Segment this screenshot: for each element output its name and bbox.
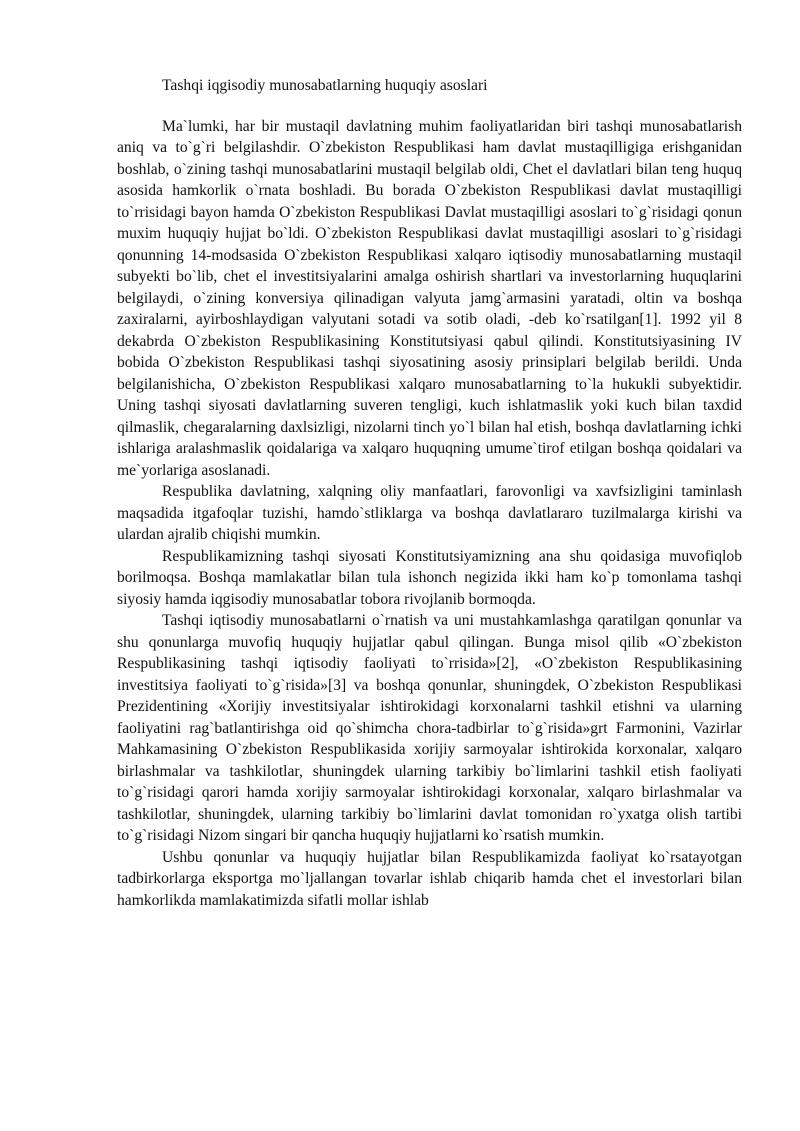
paragraph-1: Ma`lumki, har bir mustaqil davlatning muhim faoliyatlaridan biri tashqi munosabatlarish aniq va to`g`ri belgilashdir. O`zbekiston Respublikasi ham davlat mustaqilligiga erishganidan boshlab, o`zining tashqi munosabatlarini mustaqil belgilab oldi, Chet el davlatlari bilan teng huquq asosida hamkorlik o`rnata boshladi. Bu borada O`zbekiston Respublikasi davlat mustaqilligi to`rrisidagi bayon hamda O`zbekiston Respublikasi Davlat mustaqilligi asoslari to`g`risidagi qonun muxim huquqiy hujjat bo`ldi. O`zbekiston Respublikasi davlat mustaqilligi asoslari to`g`risidagi qonunning 14-modsasida O`zbekiston Respublikasi xalqaro iqtisodiy munosabatlarning mustaqil subyekti bo`lib, chet el investitsiyalarini amalga oshirish shartlari va investorlarning huquqlarini belgilaydi, o`zining konversiya qilinadigan valyuta jamg`armasini yaratadi, oltin va boshqa zaxiralarni, ayirboshlaydigan valyutani sotadi va sotib oladi, -deb ko`rsatilgan[1]. 1992 yil 8 dekabrda O`zbekiston Respublikasining Konstitutsiyasi qabul qilindi. Konstitutsiyasining IV bobida O`zbekiston Respublikasi tashqi siyosatining asosiy prinsiplari belgilab berildi. Unda belgilanishicha, O`zbekiston Respublikasi xalqaro munosabatlarning to`la hukukli subyektidir. Uning tashqi siyosati davlatlarning suveren tengligi, kuch ishlatmaslik yoki kuch bilan taxdid qilmaslik, chegaralarning daxlsizligi, nizolarni tinch yo`l bilan hal etish, boshqa davlatlarning ichki ishlariga aralashmaslik qoidalariga va xalqaro huquqning umume`tirof etilgan boshqa qoidalari va me`yorlariga asoslanadi. — [117, 117, 742, 479]
paragraph-2: Respublika davlatning, xalqning oliy manfaatlari, farovonligi va xavfsizligini taminlash maqsadida itgafoqlar tuzishi, hamdo`stliklarga va boshqa davlatlararo tuzilmalarga kirishi va ulardan ajralib chiqishi mumkin. — [117, 483, 742, 543]
paragraph-4: Tashqi iqtisodiy munosabatlarni o`rnatish va uni mustahkamlashga qaratilgan qonunlar va shu qonunlarga muvofiq huquqiy hujjatlar qabul qilingan. Bunga misol qilib «O`zbekiston Respublikasining tashqi iqtisodiy faoliyati to`rrisida»[2], «O`zbekiston Respublikasining investitsiya faoliyati to`g`risida»[3] va boshqa qonunlar, shuningdek, O`zbekiston Respublikasi Prezidentining «Xorijiy investitsiyalar ishtirokidagi korxonalarni tashkil etishni va ularning faoliyatini rag`batlantirishga oid qo`shimcha chora-tadbirlar to`g`risida»grt Farmonini, Vazirlar Mahkamasining O`zbekiston Respublikasida xorijiy sarmoyalar ishtirokida korxonalar, xalqaro birlashmalar va tashkilotlar, shuningdek ularning tarkibiy bo`limlarini tashkil etish faoliyati to`g`risidagi qarori hamda xorijiy sarmoyalar ishtirokidagi korxonalar, xalqaro birlashmalar va tashkilotlar, shuningdek, ularning tarkibiy bo`limlarini davlat tomonidan ro`yxatga olish tartibi to`g`risidagi Nizom singari bir qancha huquqiy hujjatlarni ko`rsatish mumkin. — [117, 612, 742, 844]
document-title: Tashqi iqgisodiy munosabatlarning huquqiy asoslari — [162, 77, 488, 94]
paragraph-5: Ushbu qonunlar va huquqiy hujjatlar bilan Respublikamizda faoliyat ko`rsatayotgan tadbirkorlarga eksportga mo`ljallangan tovarlar ishlab chiqarib hamda chet el investorlari bilan hamkorlikda mamlakatimizda sifatli mollar ishlab — [117, 848, 742, 909]
paragraph-3: Respublikamizning tashqi siyosati Konstitutsiyamizning ana shu qoidasiga muvofiqlob borilmoqsa. Boshqa mamlakatlar bilan tula ishonch negizida ikki ham ko`p tomonlama tashqi siyosiy hamda iqgisodiy munosabatlar tobora rivojlanib bormoqda. — [117, 547, 742, 608]
document-page — [117, 75, 742, 911]
